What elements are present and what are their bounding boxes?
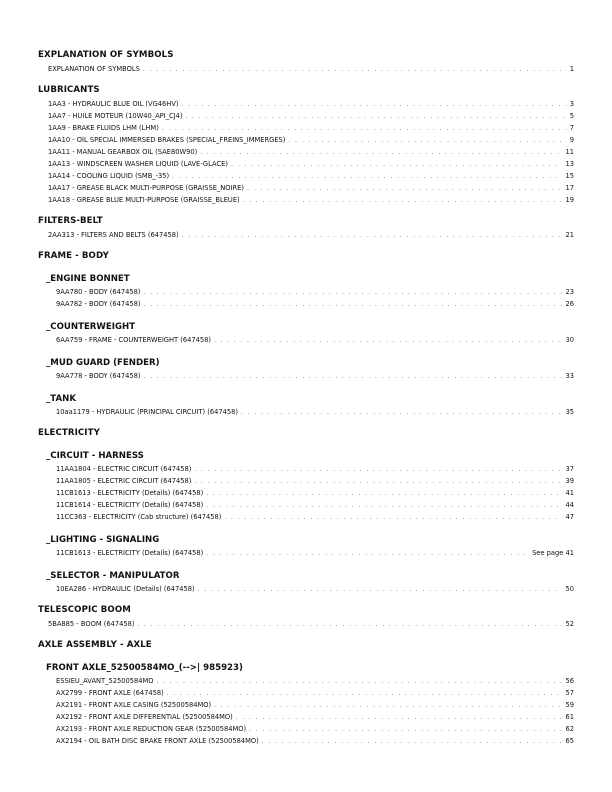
dot-leader (236, 712, 563, 724)
toc-entry[interactable] (38, 735, 574, 747)
dot-leader (262, 736, 563, 748)
toc-entry-label: 1AA14 - COOLING LIQUID (SMB_-35) (48, 172, 170, 180)
toc-entry-label: 1AA11 - MANUAL GEARBOX OIL (SAE80W90) (48, 148, 198, 156)
dot-leader (206, 488, 562, 500)
toc-entry-label: EXPLANATION OF SYMBOLS (48, 65, 140, 73)
subsection-title-mud-guard: _MUD GUARD (FENDER) (46, 358, 160, 368)
section-title-frame: FRAME - BODY (38, 251, 109, 261)
toc-entry-label: 9AA782 - BODY (647458) (56, 300, 141, 308)
toc-entry[interactable] (38, 406, 574, 418)
dot-leader (144, 287, 563, 299)
toc-entry-page: 11 (565, 148, 574, 156)
subsection-title-counterweight: _COUNTERWEIGHT (46, 322, 136, 332)
toc-entry-label: 1AA10 - OIL SPECIAL IMMERSED BRAKES (SPECIAL_FREINS_IMMERGES) (48, 136, 286, 144)
toc-entry-label: 1AA18 - GREASE BLUE MULTI-PURPOSE (GRAISSE_BLEUE) (48, 196, 240, 204)
dot-leader (182, 99, 567, 111)
toc-entry-label: 11AA1804 - ELECTRIC CIRCUIT (647458) (56, 465, 192, 473)
toc-entry[interactable] (38, 134, 574, 146)
toc-entry-page: 37 (565, 465, 574, 473)
toc-entry-page: 62 (565, 725, 574, 733)
toc-entry[interactable] (38, 110, 574, 122)
toc-entry-label: 1AA9 - BRAKE FLUIDS LHM (LHM) (48, 124, 159, 132)
dot-leader (243, 195, 563, 207)
toc-entry[interactable] (38, 511, 574, 523)
toc-entry-label: 9AA778 - BODY (647458) (56, 372, 141, 380)
toc-entry-page: 41 (565, 489, 574, 497)
dot-leader (186, 111, 567, 123)
toc-entry[interactable] (38, 711, 574, 723)
dot-leader (206, 500, 562, 512)
toc-entry-label: 10EA286 - HYDRAULIC (Details) (647458) (56, 585, 195, 593)
toc-entry-page: 17 (565, 184, 574, 192)
toc-entry-page: 56 (565, 677, 574, 685)
dot-leader (231, 159, 563, 171)
toc-entry-label: 5BA885 - BOOM (647458) (48, 620, 135, 628)
section-title-electricity: ELECTRICITY (38, 428, 100, 438)
toc-entry[interactable] (38, 182, 574, 194)
section-title-telescopic-boom: TELESCOPIC BOOM (38, 605, 131, 615)
toc-entry[interactable] (38, 723, 574, 735)
subsection-title-tank: _TANK (46, 394, 76, 404)
section-title-filters: FILTERS-BELT (38, 216, 103, 226)
subsection-title-circuit-harness: _CIRCUIT - HARNESS (46, 451, 144, 461)
section-title-lubricants: LUBRICANTS (38, 85, 100, 95)
subsection-title-front-axle: FRONT AXLE_52500584MO_(-->| 985923) (46, 663, 243, 673)
toc-entry-page: 7 (569, 124, 574, 132)
toc-entry-page: 61 (565, 713, 574, 721)
toc-entry[interactable] (38, 499, 574, 511)
section-title-axle-assembly: AXLE ASSEMBLY - AXLE (38, 640, 152, 650)
toc-entry[interactable] (38, 334, 574, 346)
dot-leader (144, 371, 563, 383)
toc-entry[interactable] (38, 687, 574, 699)
dot-leader (241, 407, 563, 419)
dot-leader (138, 619, 563, 631)
toc-entry-page: 19 (565, 196, 574, 204)
toc-entry-label: AX2192 - FRONT AXLE DIFFERENTIAL (52500584MO) (56, 713, 233, 721)
toc-entry[interactable] (38, 583, 574, 595)
toc-entry-page: 1 (569, 65, 574, 73)
toc-entry-label: 1AA13 - WINDSCREEN WASHER LIQUID (LAVE-GLACE) (48, 160, 228, 168)
toc-entry[interactable] (38, 122, 574, 134)
toc-entry[interactable] (38, 146, 574, 158)
toc-entry-page: See page 41 (532, 549, 574, 557)
toc-entry-page: 59 (565, 701, 574, 709)
toc-entry-label: 11CB1614 - ELECTRICITY (Details) (647458) (56, 501, 204, 509)
toc-entry-page: 57 (565, 689, 574, 697)
toc-entry-page: 5 (569, 112, 574, 120)
section-title-symbols: EXPLANATION OF SYMBOLS (38, 50, 174, 60)
toc-entry-label: 1AA17 - GREASE BLACK MULTI-PURPOSE (GRAISSE_NOIRE) (48, 184, 244, 192)
toc-entry-page: 15 (565, 172, 574, 180)
toc-entry[interactable] (38, 370, 574, 382)
toc-entry-page: 39 (565, 477, 574, 485)
toc-entry-page: 44 (565, 501, 574, 509)
toc-entry-label: 10aa1179 - HYDRAULIC (PRINCIPAL CIRCUIT) (647458) (56, 408, 238, 416)
toc-entry[interactable] (38, 547, 574, 559)
toc-entry-page: 3 (569, 100, 574, 108)
dot-leader (194, 476, 562, 488)
dot-leader (288, 135, 566, 147)
dot-leader (214, 335, 563, 347)
toc-entry-label: 11CB1613 - ELECTRICITY (Details) (647458) (56, 489, 204, 497)
toc-entry-page: 33 (565, 372, 574, 380)
dot-leader (144, 299, 563, 311)
toc-entry-page: 47 (565, 513, 574, 521)
toc-entry[interactable] (38, 618, 574, 630)
toc-entry[interactable] (38, 170, 574, 182)
dot-leader (214, 700, 562, 712)
toc-entry-page: 30 (565, 336, 574, 344)
toc-entry-label: 1AA7 - HUILE MOTEUR (10W40_API_CJ4) (48, 112, 183, 120)
toc-entry[interactable] (38, 463, 574, 475)
toc-entry[interactable] (38, 63, 574, 75)
toc-entry[interactable] (38, 158, 574, 170)
dot-leader (182, 230, 563, 242)
toc-entry-page: 52 (565, 620, 574, 628)
subsection-title-engine-bonnet: _ENGINE BONNET (46, 274, 130, 284)
toc-entry-page: 65 (565, 737, 574, 745)
dot-leader (224, 512, 562, 524)
toc-entry[interactable] (38, 286, 574, 298)
dot-leader (249, 724, 562, 736)
dot-leader (167, 688, 563, 700)
toc-entry-label: 11CB1613 - ELECTRICITY (Details) (647458) (56, 549, 204, 557)
toc-entry-label: 9AA780 - BODY (647458) (56, 288, 141, 296)
subsection-title-lighting-signaling: _LIGHTING - SIGNALING (46, 535, 160, 545)
toc-entry-label: 1AA3 - HYDRAULIC BLUE OIL (VG46HV) (48, 100, 179, 108)
toc-entry-label: 11AA1805 - ELECTRIC CIRCUIT (647458) (56, 477, 192, 485)
toc-entry-label: AX2191 - FRONT AXLE CASING (52500584MO) (56, 701, 212, 709)
toc-entry-label: 6AA759 - FRAME - COUNTERWEIGHT (647458) (56, 336, 211, 344)
dot-leader (206, 548, 529, 560)
dot-leader (198, 584, 563, 596)
toc-entry[interactable] (38, 194, 574, 206)
toc-entry[interactable] (38, 98, 574, 110)
toc-entry-page: 13 (565, 160, 574, 168)
toc-entry-label: AX2194 - OIL BATH DISC BRAKE FRONT AXLE (52500584MO) (56, 737, 259, 745)
toc-entry-label: ESSIEU_AVANT_52500584MO (56, 677, 154, 685)
table-of-contents (38, 50, 574, 747)
toc-entry-page: 35 (565, 408, 574, 416)
toc-entry-page: 23 (565, 288, 574, 296)
toc-entry-label: AX2193 - FRONT AXLE REDUCTION GEAR (52500584MO) (56, 725, 247, 733)
dot-leader (143, 64, 567, 76)
toc-entry-page: 26 (565, 300, 574, 308)
subsection-title-selector-manipulator: _SELECTOR - MANIPULATOR (46, 571, 180, 581)
toc-entry[interactable] (38, 675, 574, 687)
dot-leader (157, 676, 563, 688)
toc-entry-label: 11CC363 - ELECTRICITY (Cab structure) (647458) (56, 513, 222, 521)
toc-entry[interactable] (38, 487, 574, 499)
toc-entry[interactable] (38, 298, 574, 310)
toc-entry-page: 9 (569, 136, 574, 144)
toc-entry-page: 21 (565, 231, 574, 239)
dot-leader (200, 147, 562, 159)
dot-leader (194, 464, 562, 476)
toc-entry-label: 2AA313 - FILTERS AND BELTS (647458) (48, 231, 179, 239)
toc-entry-page: 50 (565, 585, 574, 593)
toc-entry[interactable] (38, 229, 574, 241)
toc-entry[interactable] (38, 699, 574, 711)
toc-entry-label: AX2799 - FRONT AXLE (647458) (56, 689, 164, 697)
dot-leader (247, 183, 562, 195)
toc-entry[interactable] (38, 475, 574, 487)
